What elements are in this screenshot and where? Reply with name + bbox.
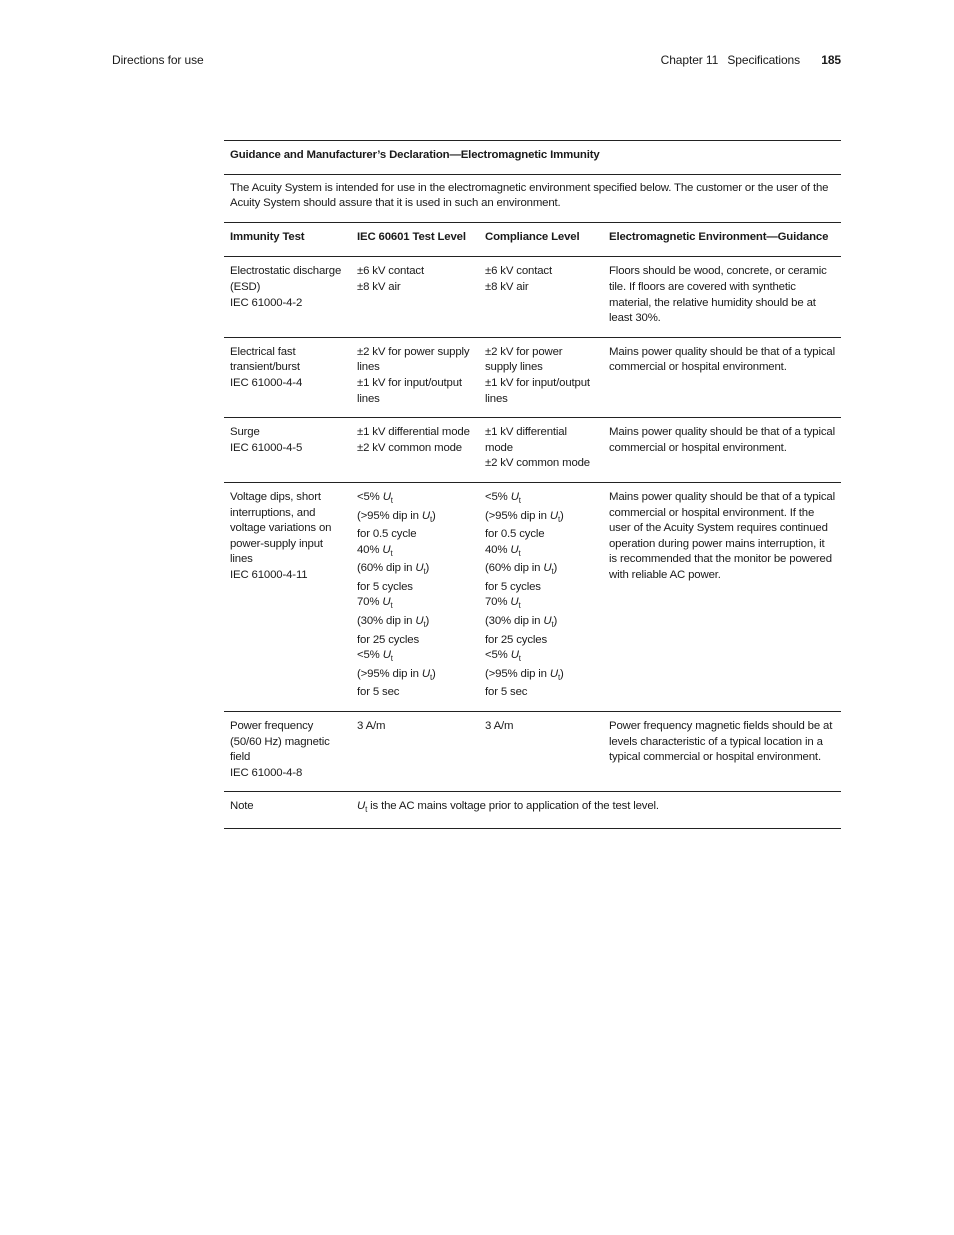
ut-subscript: t	[557, 672, 561, 682]
column-header-immunity-test: Immunity Test	[224, 222, 351, 257]
ut-symbol: U	[543, 562, 552, 575]
cell-line: IEC 61000-4-4	[230, 376, 303, 389]
guidance-cell: Mains power quality should be that of a typical commercial or hospital environment. If the user of the Acuity System requires continued operation during power mains interruption, it is recommended that the monitor be powered with reliable AC power.	[603, 482, 841, 711]
compliance-level-cell	[479, 418, 603, 483]
cell-line: ±6 kV contact	[485, 265, 552, 278]
text-part: 40%	[357, 543, 383, 556]
text-part: (60% dip in	[485, 562, 544, 575]
text-part: (60% dip in	[357, 562, 416, 575]
cell-line: ±1 kV differential mode	[357, 426, 470, 439]
cell-line: ±1 kV for input/output lines	[357, 376, 462, 405]
cell-line: ±1 kV for input/output lines	[485, 376, 590, 405]
text-part: (>95% dip in	[357, 509, 422, 522]
cell-line	[485, 509, 597, 528]
test-level-cell	[351, 712, 479, 792]
cell-line: Electrical fast transient/burst	[230, 345, 300, 374]
immunity-test-cell	[224, 712, 351, 792]
ut-subscript: t	[551, 567, 554, 577]
cell-line: ±8 kV air	[485, 280, 529, 293]
ut-symbol: U	[382, 596, 391, 609]
table-row-voltage-dips	[224, 482, 841, 711]
ut-symbol: U	[382, 490, 391, 503]
table-row-eft	[224, 337, 841, 417]
cell-line: Power frequency (50/60 Hz) magnetic field	[230, 720, 330, 764]
text-part: (30% dip in	[357, 615, 416, 628]
cell-line: for 0.5 cycle	[357, 528, 417, 541]
ut-subscript: t	[390, 601, 393, 611]
cell-line: IEC 61000-4-11	[230, 568, 308, 581]
cell-line	[357, 490, 473, 509]
text-part: 40%	[485, 543, 511, 556]
text-part: <5%	[357, 649, 383, 662]
text-part: )	[432, 509, 436, 522]
ut-symbol: U	[549, 667, 558, 680]
cell-line: ±8 kV air	[357, 280, 401, 293]
cell-line: for 25 cycles	[357, 633, 419, 646]
ut-symbol: U	[549, 509, 558, 522]
cell-line	[485, 667, 597, 686]
ut-subscript: t	[518, 601, 521, 611]
cell-line: Surge	[230, 426, 260, 439]
cell-line	[485, 543, 597, 562]
table-intro: The Acuity System is intended for use in the electromagnetic environment specified below. The customer or the user of the Acuity System should assure that it is used in such an environment.	[224, 174, 841, 222]
text-part: (>95% dip in	[485, 509, 550, 522]
cell-line: IEC 61000-4-2	[230, 296, 303, 309]
text-part: )	[560, 509, 564, 522]
cell-line	[485, 561, 597, 580]
immunity-test-cell	[224, 257, 351, 337]
ut-subscript: t	[423, 620, 426, 630]
ut-subscript: t	[429, 672, 433, 682]
column-header-compliance-level: Compliance Level	[479, 222, 603, 257]
cell-line	[485, 614, 597, 633]
text-part: )	[425, 562, 430, 575]
note-text: is the AC mains voltage prior to application of the test level.	[367, 800, 659, 813]
guidance-cell: Mains power quality should be that of a typical commercial or hospital environment.	[603, 418, 841, 483]
cell-line: for 5 sec	[485, 686, 528, 699]
cell-line: 3 A/m	[357, 720, 386, 733]
immunity-test-cell	[224, 482, 351, 711]
ut-subscript: t	[429, 514, 433, 524]
cell-line: for 0.5 cycle	[485, 528, 545, 541]
ut-subscript: t	[390, 548, 393, 558]
table-title: Guidance and Manufacturer’s Declaration—Electromagnetic Immunity	[224, 141, 841, 175]
cell-line	[357, 509, 473, 528]
cell-line: Voltage dips, short interruptions, and voltage variations on power-supply input lines	[230, 490, 332, 566]
cell-line: ±2 kV common mode	[485, 457, 590, 470]
cell-line: IEC 61000-4-5	[230, 441, 303, 454]
ut-symbol: U	[382, 649, 391, 662]
text-part: (>95% dip in	[485, 667, 550, 680]
cell-line: for 5 cycles	[357, 580, 413, 593]
ut-symbol: U	[357, 800, 366, 813]
cell-line	[485, 490, 597, 509]
column-header-test-level: IEC 60601 Test Level	[351, 222, 479, 257]
running-header-left: Directions for use	[112, 53, 204, 67]
cell-line	[357, 648, 473, 667]
test-level-cell	[351, 257, 479, 337]
column-header-row	[224, 222, 841, 257]
ut-symbol: U	[510, 543, 519, 556]
text-part: )	[425, 615, 430, 628]
table-row-power-frequency	[224, 712, 841, 792]
cell-line: Electrostatic discharge (ESD)	[230, 265, 342, 293]
ut-subscript: t	[518, 548, 521, 558]
cell-line: ±2 kV for power supply lines	[357, 345, 470, 374]
immunity-test-cell	[224, 337, 351, 417]
text-part: )	[560, 667, 564, 680]
ut-symbol: U	[510, 490, 519, 503]
cell-line	[357, 543, 473, 562]
ut-subscript: t	[551, 620, 554, 630]
ut-symbol: U	[421, 667, 430, 680]
cell-line	[357, 561, 473, 580]
ut-subscript: t	[518, 495, 521, 505]
table-row-surge	[224, 418, 841, 483]
guidance-cell: Mains power quality should be that of a typical commercial or hospital environment.	[603, 337, 841, 417]
ut-symbol: U	[415, 562, 424, 575]
immunity-table	[224, 140, 841, 829]
text-part: )	[553, 615, 558, 628]
ut-subscript: t	[518, 654, 521, 664]
cell-line: ±2 kV for power supply lines	[485, 345, 563, 374]
cell-line	[357, 667, 473, 686]
cell-line: ±2 kV common mode	[357, 441, 462, 454]
cell-line: for 25 cycles	[485, 633, 547, 646]
test-level-cell	[351, 418, 479, 483]
column-header-guidance: Electromagnetic Environment—Guidance	[603, 222, 841, 257]
table-row-note	[224, 792, 841, 829]
guidance-cell: Floors should be wood, concrete, or ceramic tile. If floors are covered with synthetic material, the relative humidity should be at least 30%.	[603, 257, 841, 337]
ut-symbol: U	[415, 615, 424, 628]
text-part: (>95% dip in	[357, 667, 422, 680]
cell-line	[485, 648, 597, 667]
text-part: )	[432, 667, 436, 680]
text-part: 70%	[357, 596, 383, 609]
table-title-row	[224, 141, 841, 175]
ut-symbol: U	[510, 596, 519, 609]
ut-symbol: U	[421, 509, 430, 522]
test-level-cell	[351, 337, 479, 417]
cell-line	[357, 595, 473, 614]
immunity-test-cell	[224, 418, 351, 483]
note-text-cell	[351, 792, 841, 829]
table-row-esd	[224, 257, 841, 337]
guidance-cell: Power frequency magnetic fields should be at levels characteristic of a typical location in a typical commercial or hospital environment.	[603, 712, 841, 792]
ut-subscript: t	[365, 805, 368, 815]
cell-line: IEC 61000-4-8	[230, 766, 303, 779]
text-part: 70%	[485, 596, 511, 609]
running-header-right	[661, 53, 841, 67]
ut-subscript: t	[390, 495, 393, 505]
ut-symbol: U	[543, 615, 552, 628]
compliance-level-cell	[479, 712, 603, 792]
ut-subscript: t	[390, 654, 393, 664]
test-level-cell	[351, 482, 479, 711]
text-part: (30% dip in	[485, 615, 544, 628]
text-part: <5%	[485, 649, 511, 662]
chapter-label: Chapter 11	[660, 53, 719, 67]
ut-subscript: t	[557, 514, 561, 524]
text-part: <5%	[357, 490, 383, 503]
table-intro-row	[224, 174, 841, 222]
cell-line: ±6 kV contact	[357, 265, 424, 278]
ut-subscript: t	[423, 567, 426, 577]
page-number: 185	[821, 53, 841, 67]
ut-symbol: U	[510, 649, 519, 662]
compliance-level-cell	[479, 257, 603, 337]
cell-line: ±1 kV differential mode	[485, 426, 567, 454]
cell-line: 3 A/m	[485, 720, 514, 733]
text-part: )	[553, 562, 558, 575]
cell-line: for 5 sec	[357, 686, 400, 699]
note-label: Note	[224, 792, 351, 829]
ut-symbol: U	[382, 543, 391, 556]
compliance-level-cell	[479, 337, 603, 417]
section-label: Specifications	[727, 53, 801, 67]
cell-line	[485, 595, 597, 614]
cell-line	[357, 614, 473, 633]
cell-line: for 5 cycles	[485, 580, 541, 593]
compliance-level-cell	[479, 482, 603, 711]
text-part: <5%	[485, 490, 511, 503]
